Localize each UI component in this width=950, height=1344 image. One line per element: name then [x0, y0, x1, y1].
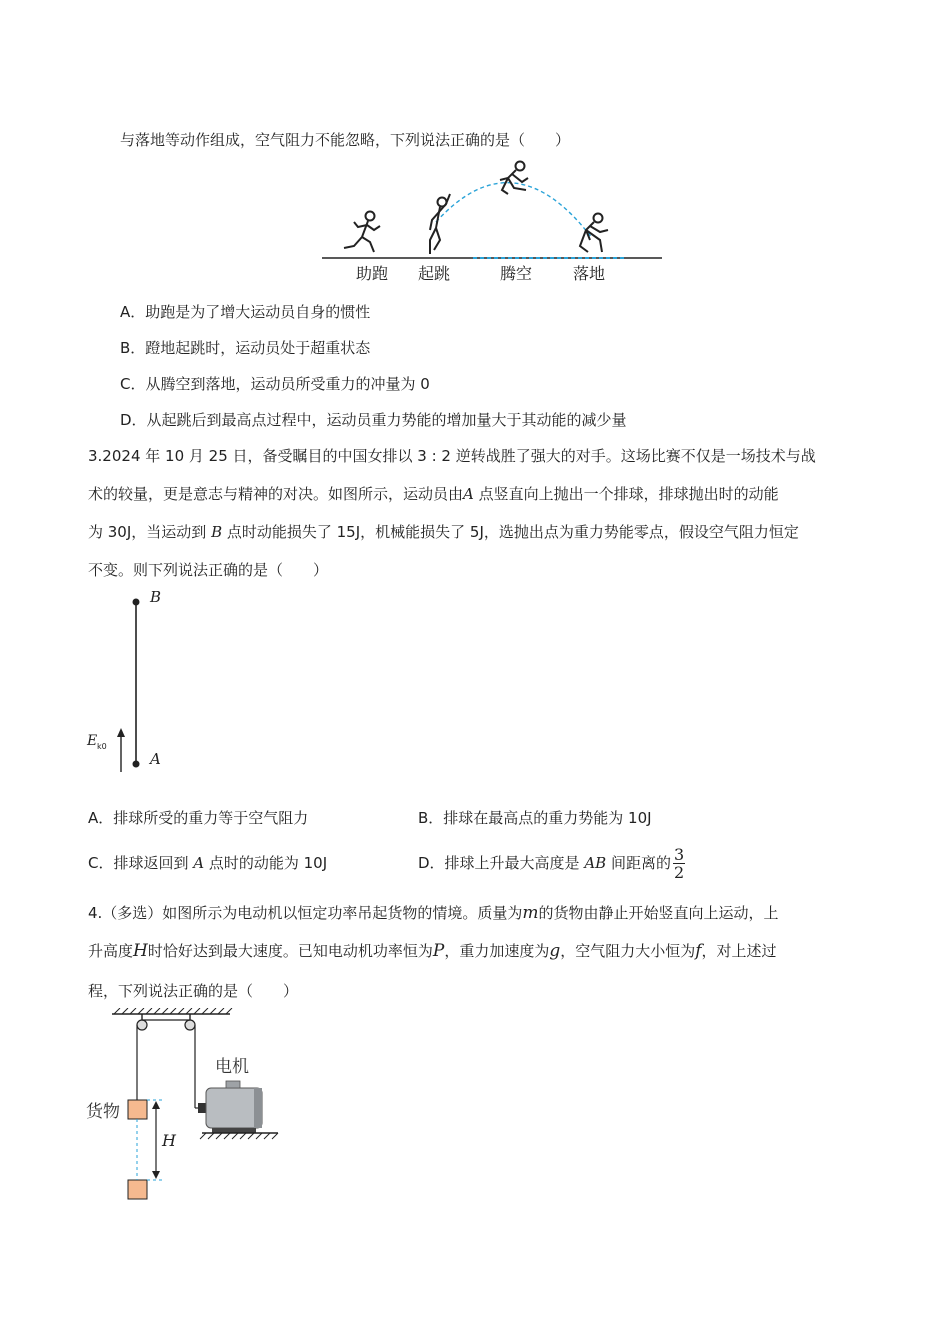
takeoff-figure — [430, 194, 450, 254]
height-label: H — [162, 1131, 176, 1150]
cargo-label: 货物 — [86, 1102, 120, 1122]
q3-stem-line1: 3.2024 年 10 月 25 日，备受瞩目的中国女排以 3 : 2 逆转战胜了强大的对手。这场比赛不仅是一场技术与战 — [88, 447, 816, 465]
point-b: B — [211, 523, 223, 541]
midair-figure — [500, 162, 528, 195]
q2-option-a[interactable]: A．助跑是为了增大运动员自身的惯性 — [120, 303, 371, 321]
right-pulley-icon — [185, 1020, 195, 1030]
left-pulley-icon — [137, 1020, 147, 1030]
q3-option-c[interactable]: C．排球返回到 A 点时的动能为 10J — [88, 854, 328, 872]
q4-motor-figure — [84, 1008, 284, 1204]
q4-stem-line3: 程，下列说法正确的是（ ） — [88, 982, 299, 1000]
fig-label-takeoff: 起跳 — [418, 264, 451, 283]
label-ek0-sub: k0 — [97, 742, 107, 751]
q3-stem-line2: 术的较量，更是意志与精神的对决。如图所示，运动员由A 点竖直向上抛出一个排球，排球抛出时的动能 — [88, 485, 779, 503]
ek0-arrow-icon — [117, 728, 125, 737]
fig-label-run: 助跑 — [356, 264, 389, 283]
q2-option-d[interactable]: D．从起跳后到最高点过程中，运动员重力势能的增加量大于其动能的减少量 — [120, 411, 627, 429]
fig-label-land: 落地 — [573, 264, 606, 283]
q2-option-b[interactable]: B．蹬地起跳时，运动员处于超重状态 — [120, 339, 371, 357]
point-a: A — [463, 485, 474, 503]
q2-stem-tail: 与落地等动作组成，空气阻力不能忽略，下列说法正确的是（ ） — [120, 131, 571, 149]
q3-option-b[interactable]: B．排球在最高点的重力势能为 10J — [418, 809, 652, 827]
cargo-bottom — [128, 1180, 147, 1199]
fig-label-air: 腾空 — [500, 264, 533, 283]
height-arrow-down-icon — [152, 1171, 160, 1179]
q3-volleyball-figure — [84, 588, 184, 778]
motor-icon — [198, 1081, 262, 1133]
label-b: B — [150, 588, 162, 606]
q2-option-c[interactable]: C．从腾空到落地，运动员所受重力的冲量为 0 — [120, 375, 430, 393]
label-a: A — [150, 750, 161, 768]
cargo-top — [128, 1100, 147, 1119]
fraction-3-2: $\frac{3}{2}$ — [673, 845, 685, 882]
landing-figure — [580, 214, 608, 253]
q3-stem-line3: 为 30J，当运动到 B 点时动能损失了 15J，机械能损失了 5J，选抛出点为重力势能零点，假设空气阻力恒定 — [88, 523, 799, 541]
q4-stem-line1: 4.（多选）如图所示为电动机以恒定功率吊起货物的情境。质量为m的货物由静止开始竖直向上运动，上 — [88, 903, 779, 923]
q3-option-d[interactable]: D．排球上升最大高度是 AB 间距离的 $\frac{3}{2}$ — [418, 845, 685, 882]
q3-option-a[interactable]: A．排球所受的重力等于空气阻力 — [88, 809, 309, 827]
runner-figure — [344, 212, 380, 253]
motor-label: 电机 — [215, 1057, 249, 1077]
height-arrow-up-icon — [152, 1101, 160, 1109]
q2-jump-figure — [318, 160, 666, 285]
q3-stem-line4: 不变。则下列说法正确的是（ ） — [88, 561, 329, 579]
q4-stem-line2: 升高度H时恰好达到最大速度。已知电动机功率恒为P，重力加速度为g，空气阻力大小恒为f，对上述过 — [88, 941, 777, 961]
label-ek0: E — [87, 733, 98, 749]
